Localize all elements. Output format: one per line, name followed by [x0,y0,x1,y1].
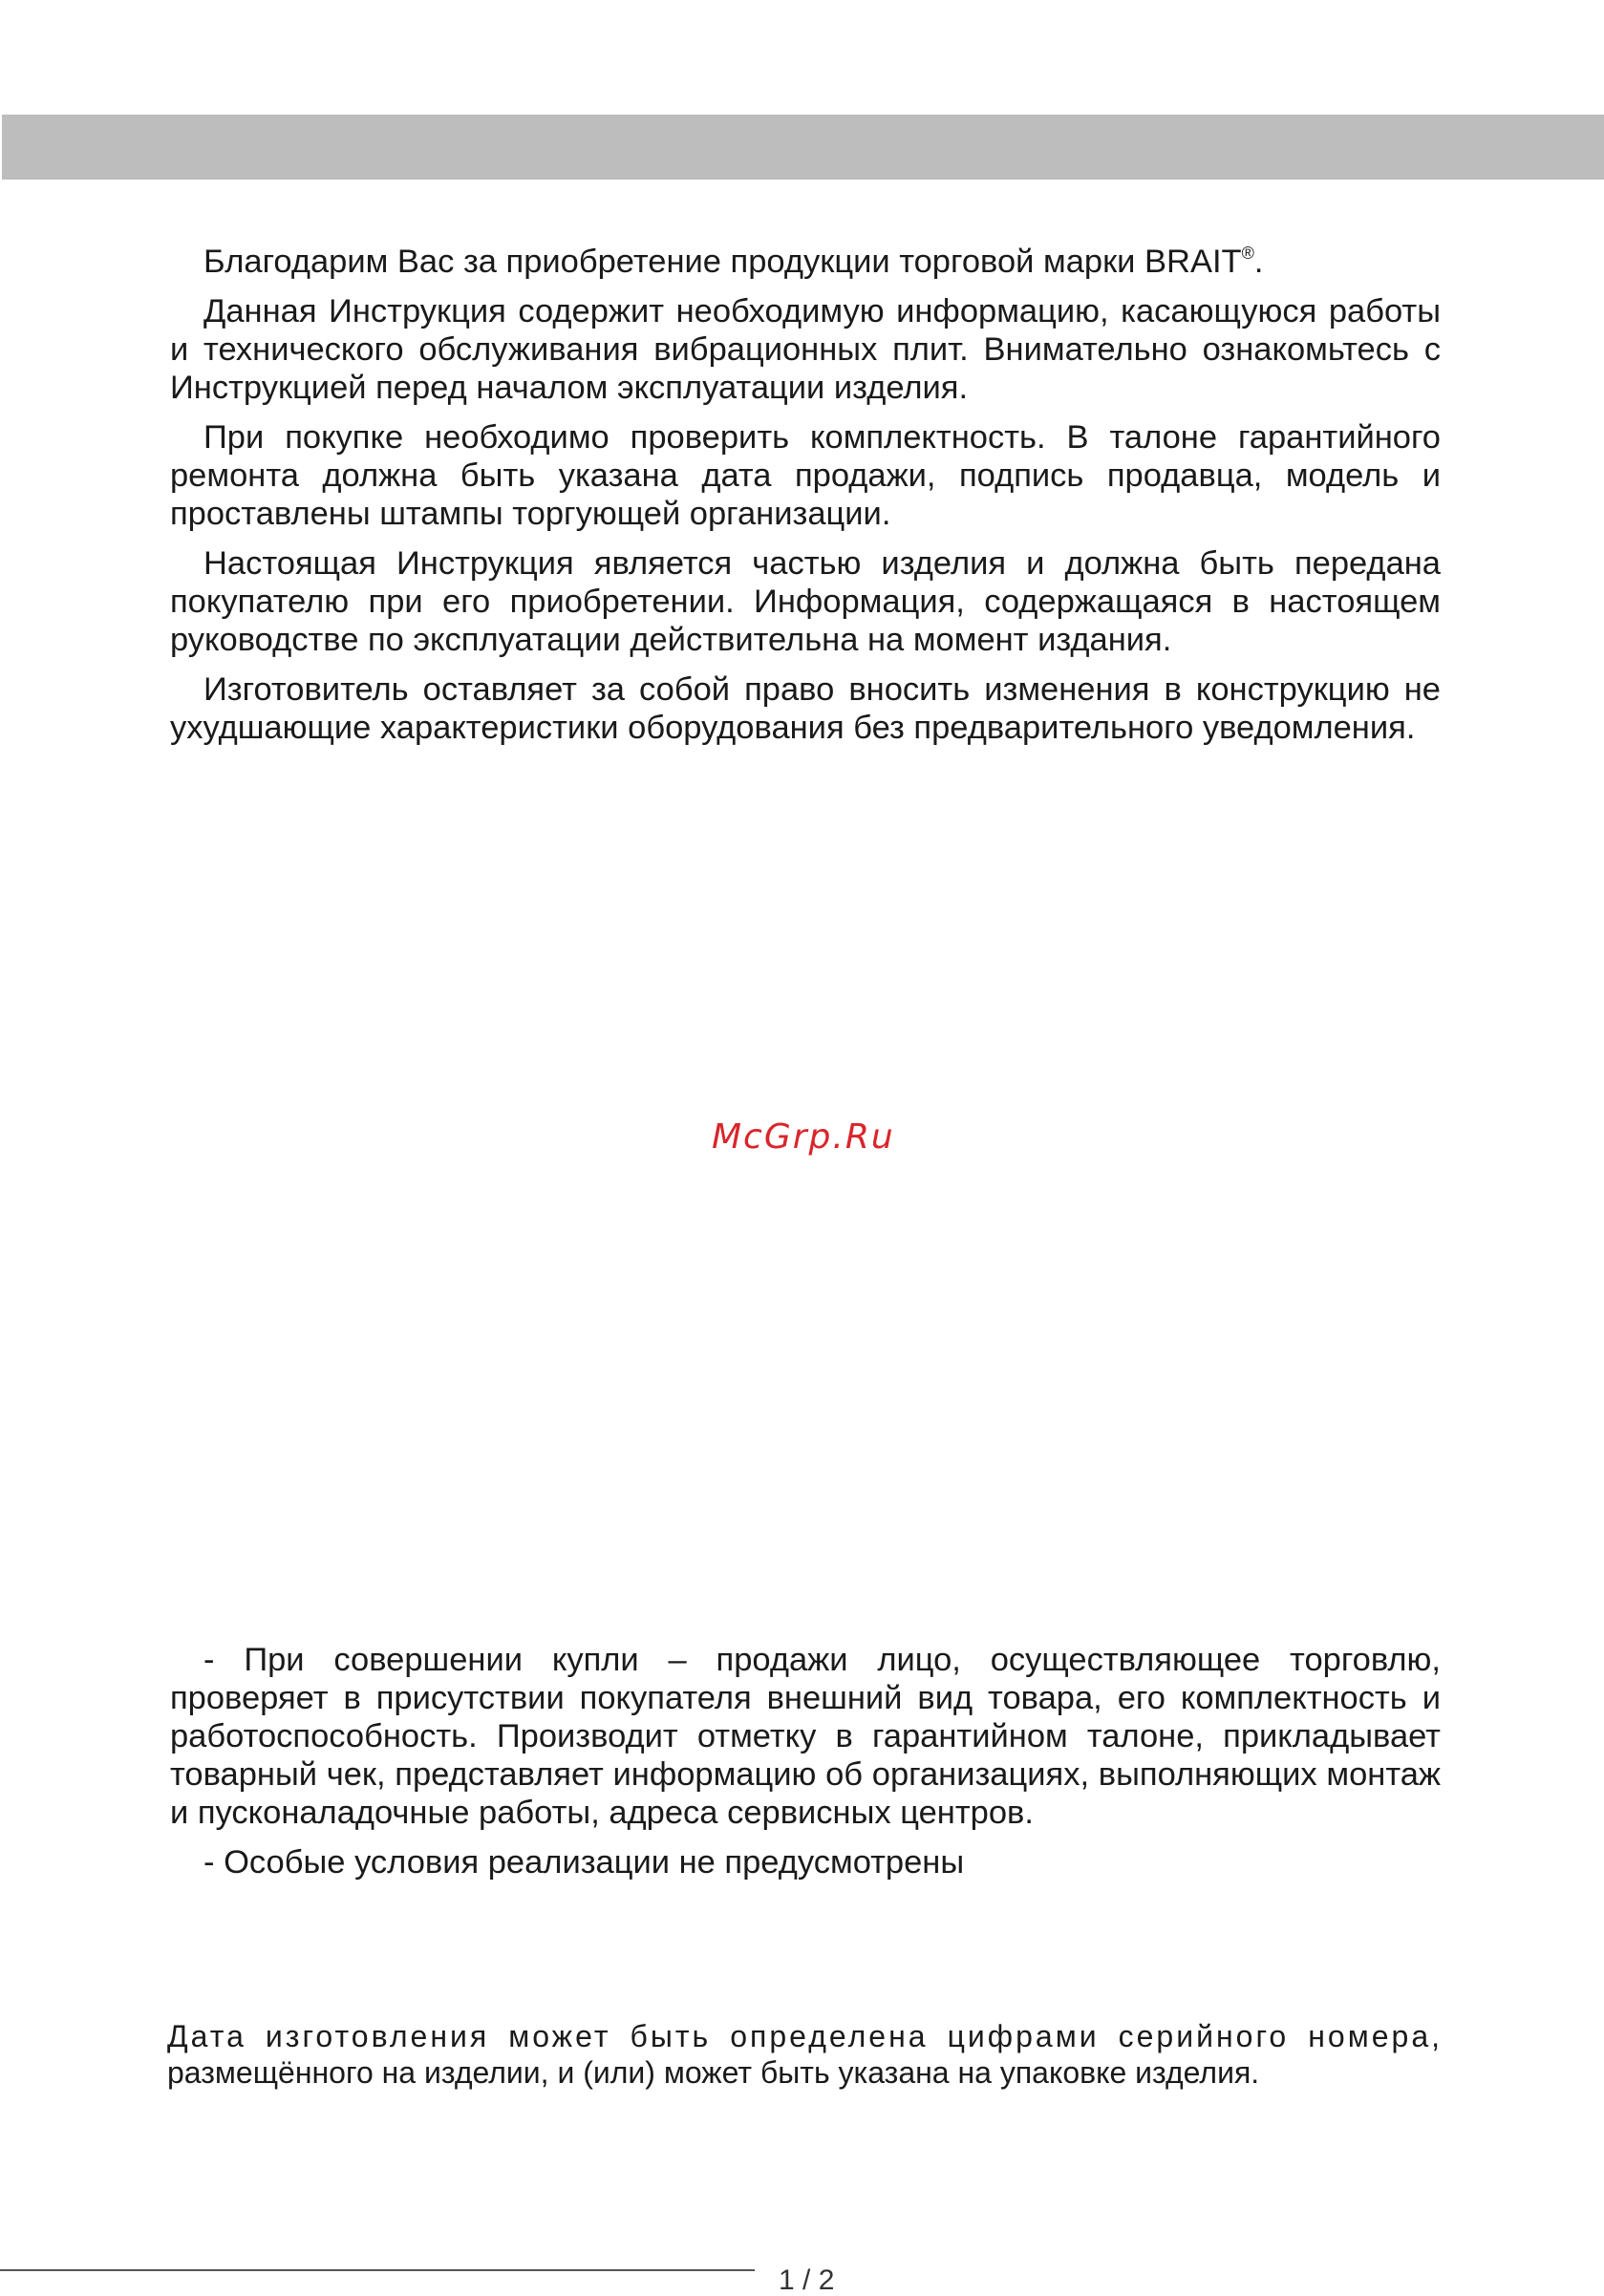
registered-trademark-mark: ® [1241,244,1254,263]
footer-rule [0,2269,755,2271]
intro-paragraph-manufacturer-rights: Изготовитель оставляет за собой право вносить изменения в конструкцию не ухудшающие характеристики оборудования без предварительного уведомления. [170,671,1441,746]
sales-paragraph-purchase-rules: - При совершении купли – продажи лицо, осуществляющее торговлю, проверяет в присутствии покупателя внешний вид товара, его комплектность и работоспособность. Производит отметку в гарантийном талоне, прикладывает товарный чек, представляет информацию об организациях, выполняющих монтаж и пусконаладочные работы, адреса сервисных центров. [170,1642,1441,1831]
intro-paragraph-instruction-contents: Данная Инструкция содержит необходимую информацию, касающуюся работы и технического обслуживания вибрационных плит. Внимательно ознакомьтесь с Инструкцией перед началом эксплуатации изделия. [170,293,1441,406]
intro-thanks-text: Благодарим Вас за приобретение продукции торговой марки BRAIT [203,244,1242,280]
sales-section [170,1641,1441,1893]
sales-paragraph-special-conditions: - Особые условия реализации не предусмотрены [203,1844,965,1881]
intro-paragraph-instruction-part: Настоящая Инструкция является частью изделия и должна быть передана покупателю при его приобретении. Информация, содержащаяся в настоящем руководстве по эксплуатации действительна на момент издания. [170,545,1441,658]
manufacture-date-section [167,2018,1443,2091]
footer-page-number: 1 / 2 [779,2264,835,2296]
watermark-logo: McGrp.Ru [712,1117,895,1157]
manufacture-date-line-1: Дата изготовления может быть определена цифрами серийного номера, [167,2019,1443,2053]
header-bar [2,115,1604,180]
intro-thanks-end: . [1253,244,1264,280]
intro-paragraph-completeness-check: При покупке необходимо проверить комплектность. В талоне гарантийного ремонта должна быть указана дата продажи, подпись продавца, модель и проставлены штампы торгующей организации. [170,419,1441,532]
manufacture-date-line-2: размещённого на изделии, и (или) может быть указана на упаковке изделия. [167,2055,1260,2090]
intro-thanks-paragraph [170,243,1441,281]
intro-section [170,243,1441,758]
